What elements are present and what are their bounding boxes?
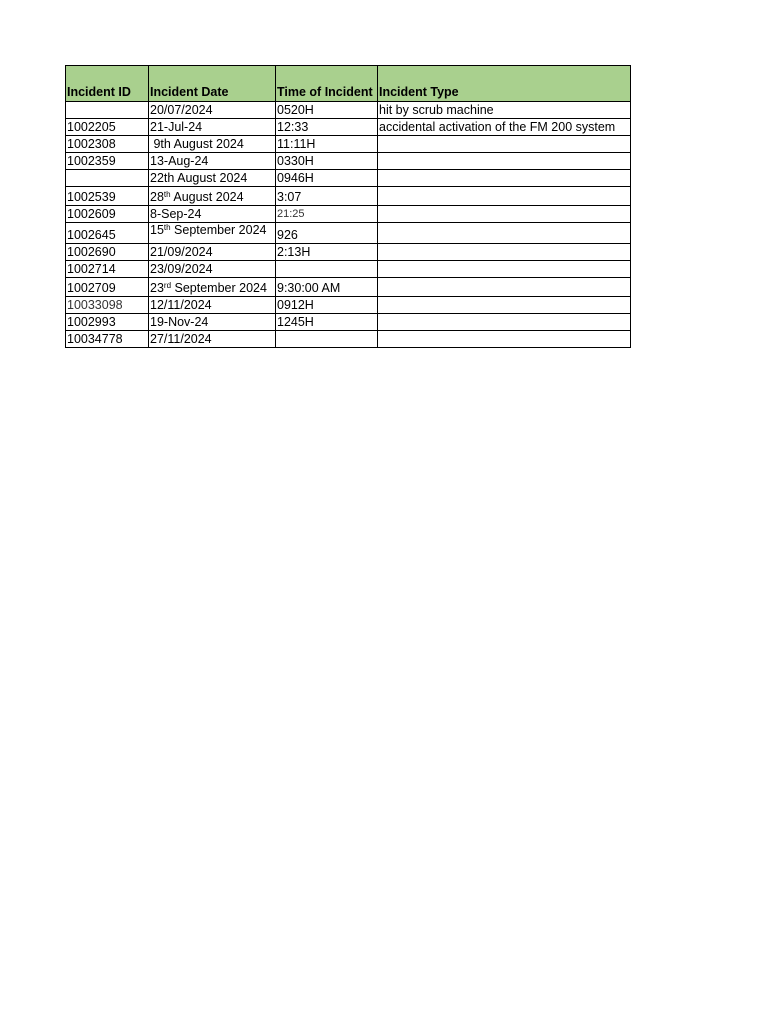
cell-incident-id: 1002308 bbox=[66, 136, 149, 153]
date-rest: September 2024 bbox=[171, 281, 267, 295]
table-row bbox=[66, 170, 631, 187]
cell-incident-date: 12/11/2024 bbox=[149, 297, 276, 314]
cell-incident-date: 27/11/2024 bbox=[149, 331, 276, 348]
header-row bbox=[66, 66, 631, 102]
date-rest: September 2024 bbox=[170, 223, 267, 237]
cell-incident-type bbox=[378, 170, 631, 187]
cell-incident-type bbox=[378, 187, 631, 206]
cell-incident-id bbox=[66, 170, 149, 187]
cell-incident-date: 23/09/2024 bbox=[149, 261, 276, 278]
table-row bbox=[66, 261, 631, 278]
cell-time-of-incident: 11:11H bbox=[276, 136, 378, 153]
cell-incident-id: 10033098 bbox=[66, 297, 149, 314]
cell-incident-date bbox=[149, 278, 276, 297]
header-incident-date: Incident Date bbox=[149, 66, 276, 102]
cell-time-of-incident: 12:33 bbox=[276, 119, 378, 136]
incident-table bbox=[65, 65, 631, 348]
table-row bbox=[66, 153, 631, 170]
cell-incident-type bbox=[378, 244, 631, 261]
cell-incident-id: 1002709 bbox=[66, 278, 149, 297]
header-incident-type: Incident Type bbox=[378, 66, 631, 102]
date-rest: August 2024 bbox=[170, 190, 244, 204]
cell-incident-date: 19-Nov-24 bbox=[149, 314, 276, 331]
table-row bbox=[66, 136, 631, 153]
cell-incident-type: hit by scrub machine bbox=[378, 102, 631, 119]
cell-incident-id: 1002539 bbox=[66, 187, 149, 206]
table-row bbox=[66, 278, 631, 297]
cell-incident-id: 1002690 bbox=[66, 244, 149, 261]
cell-time-of-incident: 2:13H bbox=[276, 244, 378, 261]
cell-incident-date: 20/07/2024 bbox=[149, 102, 276, 119]
table-row bbox=[66, 206, 631, 223]
date-ordinal-suffix: th bbox=[163, 190, 171, 199]
cell-incident-id bbox=[66, 102, 149, 119]
cell-incident-date: 22th August 2024 bbox=[149, 170, 276, 187]
cell-incident-date: 8-Sep-24 bbox=[149, 206, 276, 223]
cell-time-of-incident bbox=[276, 261, 378, 278]
cell-time-of-incident: 21:25 bbox=[276, 206, 378, 223]
cell-incident-id: 1002993 bbox=[66, 314, 149, 331]
cell-incident-id: 1002359 bbox=[66, 153, 149, 170]
cell-time-of-incident: 1245H bbox=[276, 314, 378, 331]
cell-time-of-incident: 0330H bbox=[276, 153, 378, 170]
table-row bbox=[66, 314, 631, 331]
cell-incident-type bbox=[378, 314, 631, 331]
table-row bbox=[66, 223, 631, 244]
cell-incident-type bbox=[378, 331, 631, 348]
table-row bbox=[66, 331, 631, 348]
cell-time-of-incident: 0520H bbox=[276, 102, 378, 119]
cell-incident-date bbox=[149, 223, 276, 244]
cell-incident-type bbox=[378, 297, 631, 314]
cell-incident-date: 9th August 2024 bbox=[149, 136, 276, 153]
cell-incident-type bbox=[378, 278, 631, 297]
table-row bbox=[66, 297, 631, 314]
cell-time-of-incident: 3:07 bbox=[276, 187, 378, 206]
cell-incident-type bbox=[378, 153, 631, 170]
date-day: 15 bbox=[150, 223, 164, 237]
cell-time-of-incident: 0946H bbox=[276, 170, 378, 187]
date-ordinal-suffix: th bbox=[163, 223, 171, 232]
cell-incident-id: 10034778 bbox=[66, 331, 149, 348]
cell-incident-type: accidental activation of the FM 200 system bbox=[378, 119, 631, 136]
cell-incident-id: 1002609 bbox=[66, 206, 149, 223]
cell-incident-id: 1002714 bbox=[66, 261, 149, 278]
date-day: 28 bbox=[150, 190, 164, 204]
cell-time-of-incident bbox=[276, 331, 378, 348]
cell-incident-date: 21/09/2024 bbox=[149, 244, 276, 261]
table-row bbox=[66, 102, 631, 119]
cell-incident-type bbox=[378, 136, 631, 153]
header-time-of-incident: Time of Incident bbox=[276, 66, 378, 102]
date-day: 23 bbox=[150, 281, 164, 295]
cell-time-of-incident: 9:30:00 AM bbox=[276, 278, 378, 297]
cell-incident-type bbox=[378, 206, 631, 223]
cell-incident-date: 13-Aug-24 bbox=[149, 153, 276, 170]
table-row bbox=[66, 187, 631, 206]
header-incident-id: Incident ID bbox=[66, 66, 149, 102]
cell-incident-date: 21-Jul-24 bbox=[149, 119, 276, 136]
cell-time-of-incident: 0912H bbox=[276, 297, 378, 314]
cell-incident-date bbox=[149, 187, 276, 206]
cell-time-of-incident: 926 bbox=[276, 223, 378, 244]
cell-incident-id: 1002205 bbox=[66, 119, 149, 136]
cell-incident-type bbox=[378, 223, 631, 244]
table-row bbox=[66, 119, 631, 136]
date-ordinal-suffix: rd bbox=[163, 281, 172, 290]
cell-incident-id: 1002645 bbox=[66, 223, 149, 244]
table-row bbox=[66, 244, 631, 261]
cell-incident-type bbox=[378, 261, 631, 278]
